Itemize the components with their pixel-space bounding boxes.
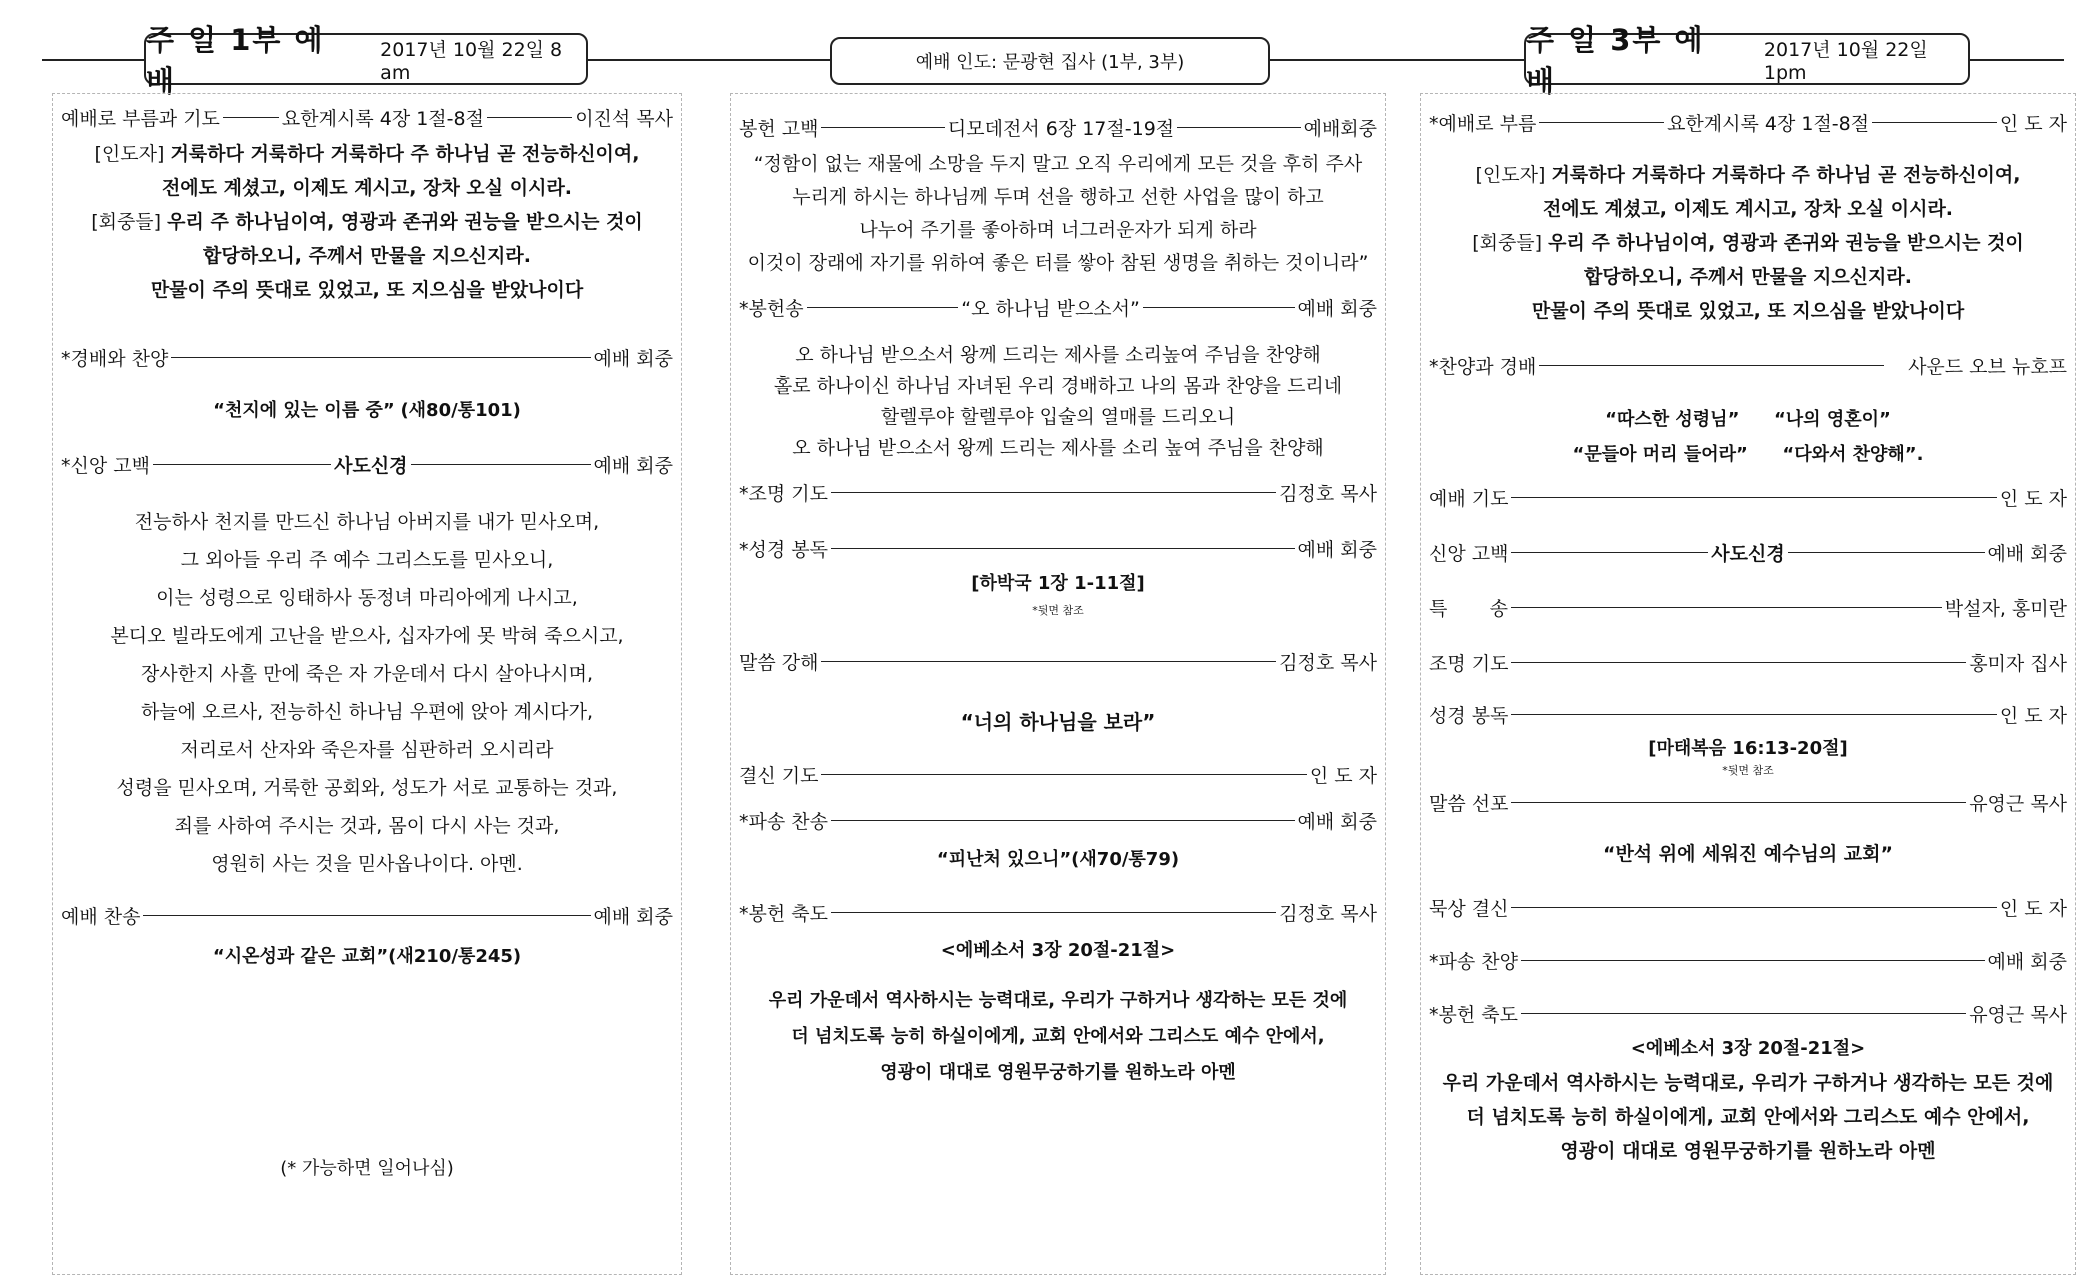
see-back-note: *뒷면 참조 bbox=[1722, 764, 1774, 777]
responsive-text: 만물이 주의 뜻대로 있었고, 또 지으심을 받았나이다 bbox=[150, 279, 584, 301]
service1-title: 주 일 1부 예 배 bbox=[146, 23, 325, 98]
offering-song-line: 할렐루야 할렐루야 입술의 열매를 드리오니 bbox=[880, 406, 1236, 428]
illumination-prayer-person: 김정호 목사 bbox=[1279, 483, 1377, 505]
leader-line bbox=[1539, 122, 1664, 123]
offering-verse-line: 나누어 주기를 좋아하며 너그러운자가 되게 하라 bbox=[859, 219, 1257, 241]
creed-line: 하늘에 오르사, 전능하신 하나님 우편에 앉아 계시다가, bbox=[140, 701, 594, 723]
hymn-row bbox=[61, 902, 673, 929]
sending-song-person: 예배 회중 bbox=[1987, 951, 2067, 973]
service3-title: 주 일 3부 예 배 bbox=[1526, 23, 1705, 98]
service3-header bbox=[1524, 23, 1970, 98]
leader-line bbox=[1511, 907, 1996, 908]
scripture-reference: [마태복음 16:13-20절] bbox=[1648, 738, 1848, 759]
leader-line bbox=[1143, 307, 1295, 308]
benediction-line: 영광이 대대로 영원무궁하기를 원하노라 아멘 bbox=[1560, 1140, 1936, 1162]
song-title: “다와서 찬양해”. bbox=[1782, 444, 1924, 465]
call-to-worship-row bbox=[61, 104, 673, 131]
call-to-worship-label: 예배로 부름과 기도 bbox=[61, 108, 220, 130]
creed-title: 사도신경 bbox=[1711, 543, 1785, 565]
worship-prayer-label: 예배 기도 bbox=[1429, 488, 1509, 510]
leader-line bbox=[1521, 960, 1985, 961]
illumination-prayer-label: 조명 기도 bbox=[1429, 653, 1509, 675]
praise-worship-person: 사운드 오브 뉴호프 bbox=[1908, 356, 2067, 378]
scripture-reading-row bbox=[739, 535, 1377, 562]
leader-line bbox=[831, 492, 1276, 493]
benediction-label: *봉헌 축도 bbox=[739, 903, 828, 925]
offering-song-row bbox=[739, 294, 1377, 321]
creed-row bbox=[61, 451, 673, 478]
leader-line bbox=[1872, 122, 1997, 123]
leader-line bbox=[223, 117, 279, 118]
leader-line bbox=[1511, 552, 1708, 553]
special-song-label: 특 송 bbox=[1429, 598, 1508, 620]
sending-hymn-song: “피난처 있으니”(새70/통79) bbox=[936, 849, 1180, 870]
sending-song-label: *파송 찬양 bbox=[1429, 951, 1518, 973]
see-back-note: *뒷면 참조 bbox=[1032, 604, 1084, 617]
creed-line: 전능하사 천지를 만드신 하나님 아버지를 내가 믿사오며, bbox=[134, 511, 600, 533]
role-label: [회중들] bbox=[91, 211, 162, 233]
benediction-line: 영광이 대대로 영원무궁하기를 원하노라 아멘 bbox=[880, 1062, 1236, 1083]
illumination-prayer-label: *조명 기도 bbox=[739, 483, 828, 505]
service1-column bbox=[52, 93, 682, 1275]
leader-line bbox=[807, 307, 959, 308]
responsive-reading-leader bbox=[53, 139, 681, 166]
leader-header bbox=[830, 37, 1270, 85]
song-title: “나의 영혼이” bbox=[1773, 409, 1891, 430]
creed-line: 성령을 믿사오며, 거룩한 공회와, 성도가 서로 교통하는 것과, bbox=[116, 777, 618, 799]
responsive-text: 만물이 주의 뜻대로 있었고, 또 지으심을 받았나이다 bbox=[1531, 300, 1965, 322]
sermon-person: 유영근 목사 bbox=[1969, 793, 2067, 815]
worship-song bbox=[53, 396, 681, 422]
sermon-title: “반석 위에 세워진 예수님의 교회” bbox=[1602, 843, 1894, 865]
role-label: [인도자] bbox=[94, 143, 165, 165]
call-to-worship-row bbox=[1429, 109, 2067, 136]
silent-prayer-label: 묵상 결신 bbox=[1429, 898, 1509, 920]
responsive-reading-leader bbox=[1421, 160, 2075, 187]
worship-prayer-row bbox=[1429, 484, 2067, 511]
resolution-prayer-label: 결신 기도 bbox=[739, 765, 819, 787]
hymn-song: “시온성과 같은 교회”(새210/통245) bbox=[212, 946, 522, 967]
service1-header bbox=[144, 23, 588, 98]
sending-hymn-person: 예배 회중 bbox=[1297, 811, 1377, 833]
sermon-row bbox=[1429, 789, 2067, 816]
responsive-text: 전에도 계셨고, 이제도 계시고, 장차 오실 이시라. bbox=[161, 177, 573, 199]
leader-line bbox=[1177, 127, 1300, 128]
benediction-line: 우리 가운데서 역사하시는 능력대로, 우리가 구하거나 생각하는 모든 것에 bbox=[768, 990, 1348, 1011]
scripture-reading-label: *성경 봉독 bbox=[739, 539, 828, 561]
worship-leader: 예배 인도: 문광현 집사 (1부, 3부) bbox=[915, 52, 1185, 73]
responsive-reading-congregation bbox=[53, 207, 681, 234]
silent-prayer-row bbox=[1429, 894, 2067, 921]
leader-line bbox=[821, 661, 1276, 662]
song-title: “문들아 머리 들어라” bbox=[1572, 444, 1748, 465]
leader-line bbox=[1511, 714, 1996, 715]
song-title: “따스한 성령님” bbox=[1605, 409, 1740, 430]
leader-line bbox=[1788, 552, 1985, 553]
call-to-worship-person: 인 도 자 bbox=[1999, 113, 2068, 135]
illumination-prayer-person: 홍미자 집사 bbox=[1969, 653, 2067, 675]
special-song-row bbox=[1429, 594, 2067, 621]
sermon-person: 김정호 목사 bbox=[1279, 652, 1377, 674]
leader-line bbox=[1539, 365, 1884, 366]
leader-line bbox=[1511, 662, 1966, 663]
creed-line: 그 외아들 우리 주 예수 그리스도를 믿사오니, bbox=[180, 549, 554, 571]
creed-line: 이는 성령으로 잉태하사 동정녀 마리아에게 나시고, bbox=[156, 587, 578, 609]
offering-verse-line: “정함이 없는 재물에 소망을 두지 말고 오직 우리에게 모든 것을 후히 주사 bbox=[753, 153, 1363, 175]
header-rule-mid-right bbox=[1270, 59, 1524, 61]
scripture-reading-person: 예배 회중 bbox=[1297, 539, 1377, 561]
offering-verse-line: 누리게 하시는 하나님께 두며 선을 행하고 선한 사업을 많이 하고 bbox=[792, 186, 1324, 208]
responsive-text: 합당하오니, 주께서 만물을 지으신지라. bbox=[1584, 266, 1912, 288]
creed-person: 예배 회중 bbox=[593, 455, 673, 477]
leader-line bbox=[487, 117, 572, 118]
sending-song-row bbox=[1429, 947, 2067, 974]
sending-hymn-label: *파송 찬송 bbox=[739, 811, 828, 833]
praise-songs-line1 bbox=[1421, 405, 2075, 431]
creed-line: 죄를 사하여 주시는 것과, 몸이 다시 사는 것과, bbox=[174, 815, 560, 837]
scripture-reading-person: 인 도 자 bbox=[1999, 705, 2067, 727]
service1-date: 2017년 10월 22일 8 am bbox=[380, 38, 563, 84]
benediction-person: 유영근 목사 bbox=[1969, 1004, 2067, 1026]
service3-date: 2017년 10월 22일 1pm bbox=[1763, 38, 1928, 84]
offering-confession-person: 예배회중 bbox=[1303, 118, 1378, 140]
sermon-row bbox=[739, 648, 1377, 675]
offering-song-line: 오 하나님 받으소서 왕께 드리는 제사를 소리높여 주님을 찬양해 bbox=[795, 344, 1321, 366]
hymn-person: 예배 회중 bbox=[593, 906, 673, 928]
role-label: [인도자] bbox=[1475, 164, 1546, 186]
leader-line bbox=[1511, 497, 1996, 498]
resolution-prayer-row bbox=[739, 761, 1377, 788]
benediction-label: *봉헌 축도 bbox=[1429, 1004, 1518, 1026]
benediction-reference: <에베소서 3장 20절-21절> bbox=[940, 940, 1176, 961]
scripture-reference: [하박국 1장 1-11절] bbox=[971, 573, 1145, 594]
creed-label: *신앙 고백 bbox=[61, 455, 150, 477]
leader-line bbox=[153, 464, 331, 465]
scripture-reading-row bbox=[1429, 701, 2067, 728]
leader-line bbox=[1511, 607, 1942, 608]
special-song-person: 박설자, 홍미란 bbox=[1944, 598, 2067, 620]
offering-song-line: 홀로 하나이신 하나님 자녀된 우리 경배하고 나의 몸과 찬양을 드리네 bbox=[773, 375, 1343, 397]
call-to-worship-person: 이진석 목사 bbox=[575, 108, 673, 130]
resolution-prayer-person: 인 도 자 bbox=[1309, 765, 1377, 787]
creed-row bbox=[1429, 539, 2067, 566]
sermon-title: “너의 하나님을 보라” bbox=[960, 710, 1156, 734]
benediction-person: 김정호 목사 bbox=[1279, 903, 1377, 925]
creed-title: 사도신경 bbox=[334, 455, 408, 477]
benediction-row bbox=[1429, 1000, 2067, 1027]
benediction-reference: <에베소서 3장 20절-21절> bbox=[1630, 1038, 1866, 1059]
leader-line bbox=[831, 820, 1295, 821]
call-to-worship-label: *예배로 부름 bbox=[1429, 113, 1537, 135]
praise-worship-label: *찬양과 경배 bbox=[1429, 356, 1537, 378]
worship-praise-label: *경배와 찬양 bbox=[61, 348, 169, 370]
song-title: “천지에 있는 이름 중” bbox=[213, 400, 395, 421]
praise-songs-line2 bbox=[1421, 440, 2075, 466]
header-rule-left bbox=[42, 59, 144, 61]
creed-line: 본디오 빌라도에게 고난을 받으사, 십자가에 못 박혀 죽으시고, bbox=[110, 625, 624, 647]
hymn-label: 예배 찬송 bbox=[61, 906, 141, 928]
worship-praise-row bbox=[61, 344, 673, 371]
leader-line bbox=[831, 912, 1276, 913]
offering-confession-reference: 디모데전서 6장 17절-19절 bbox=[947, 118, 1175, 140]
responsive-text: 거룩하다 거룩하다 거룩하다 주 하나님 곧 전능하신이여, bbox=[170, 143, 640, 165]
offering-song-line: 오 하나님 받으소서 왕께 드리는 제사를 소리 높여 주님을 찬양해 bbox=[792, 437, 1324, 459]
creed-label: 신앙 고백 bbox=[1429, 543, 1509, 565]
call-to-worship-reference: 요한계시록 4장 1절-8절 bbox=[1667, 113, 1870, 135]
worship-praise-person: 예배 회중 bbox=[593, 348, 673, 370]
song-number: (새80/통101) bbox=[400, 400, 521, 421]
responsive-text: 합당하오니, 주께서 만물을 지으신지라. bbox=[203, 245, 531, 267]
worship-prayer-person: 인 도 자 bbox=[1999, 488, 2067, 510]
offering-song-person: 예배 회중 bbox=[1297, 298, 1378, 320]
leader-line bbox=[411, 464, 591, 465]
leader-line bbox=[143, 915, 590, 916]
sermon-label: 말씀 선포 bbox=[1429, 793, 1509, 815]
scripture-reading-label: 성경 봉독 bbox=[1429, 705, 1509, 727]
responsive-text: 우리 주 하나님이여, 영광과 존귀와 권능을 받으시는 것이 bbox=[1548, 232, 2024, 254]
sending-hymn-row bbox=[739, 807, 1377, 834]
benediction-line: 우리 가운데서 역사하시는 능력대로, 우리가 구하거나 생각하는 모든 것에 bbox=[1442, 1072, 2054, 1094]
praise-worship-row bbox=[1429, 352, 2067, 379]
offering-verse-line: 이것이 장래에 자기를 위하여 좋은 터를 쌓아 참된 생명을 취하는 것이니라” bbox=[747, 252, 1369, 274]
leader-line bbox=[171, 357, 590, 358]
benediction-line: 더 넘치도록 능히 하실이에게, 교회 안에서와 그리스도 예수 안에서, bbox=[791, 1026, 1325, 1047]
creed-line: 장사한지 사흘 만에 죽은 자 가운데서 다시 살아나시며, bbox=[140, 663, 594, 685]
header-rule-right bbox=[1970, 59, 2064, 61]
leader-line bbox=[821, 774, 1306, 775]
silent-prayer-person: 인 도 자 bbox=[1999, 898, 2067, 920]
call-to-worship-reference: 요한계시록 4장 1절-8절 bbox=[281, 108, 484, 130]
role-label: [회중들] bbox=[1472, 232, 1543, 254]
leader-line bbox=[1521, 1013, 1966, 1014]
service3-column bbox=[1420, 93, 2076, 1275]
creed-line: 영원히 사는 것을 믿사옵나이다. 아멘. bbox=[211, 853, 523, 875]
leader-line bbox=[821, 127, 944, 128]
benediction-line: 더 넘치도록 능히 하실이에게, 교회 안에서와 그리스도 예수 안에서, bbox=[1466, 1106, 2030, 1128]
responsive-reading-congregation bbox=[1421, 228, 2075, 255]
stand-footnote: (* 가능하면 일어나심) bbox=[280, 1158, 454, 1179]
responsive-text: 거룩하다 거룩하다 거룩하다 주 하나님 곧 전능하신이여, bbox=[1551, 164, 2021, 186]
order-column bbox=[730, 93, 1386, 1275]
leader-line bbox=[1511, 802, 1966, 803]
responsive-text: 전에도 계셨고, 이제도 계시고, 장차 오실 이시라. bbox=[1542, 198, 1954, 220]
leader-line bbox=[831, 548, 1295, 549]
creed-line: 저리로서 산자와 죽은자를 심판하러 오시리라 bbox=[180, 739, 554, 761]
offering-confession-label: 봉헌 고백 bbox=[739, 118, 819, 140]
offering-confession-row bbox=[739, 114, 1377, 141]
responsive-text: 우리 주 하나님이여, 영광과 존귀와 권능을 받으시는 것이 bbox=[167, 211, 643, 233]
creed-person: 예배 회중 bbox=[1987, 543, 2068, 565]
offering-song-title: “오 하나님 받으소서” bbox=[961, 298, 1140, 320]
illumination-prayer-row bbox=[1429, 649, 2067, 676]
illumination-prayer-row bbox=[739, 479, 1377, 506]
offering-song-label: *봉헌송 bbox=[739, 298, 804, 320]
header-rule-mid-left bbox=[588, 59, 830, 61]
benediction-row bbox=[739, 899, 1377, 926]
sermon-label: 말씀 강해 bbox=[739, 652, 819, 674]
